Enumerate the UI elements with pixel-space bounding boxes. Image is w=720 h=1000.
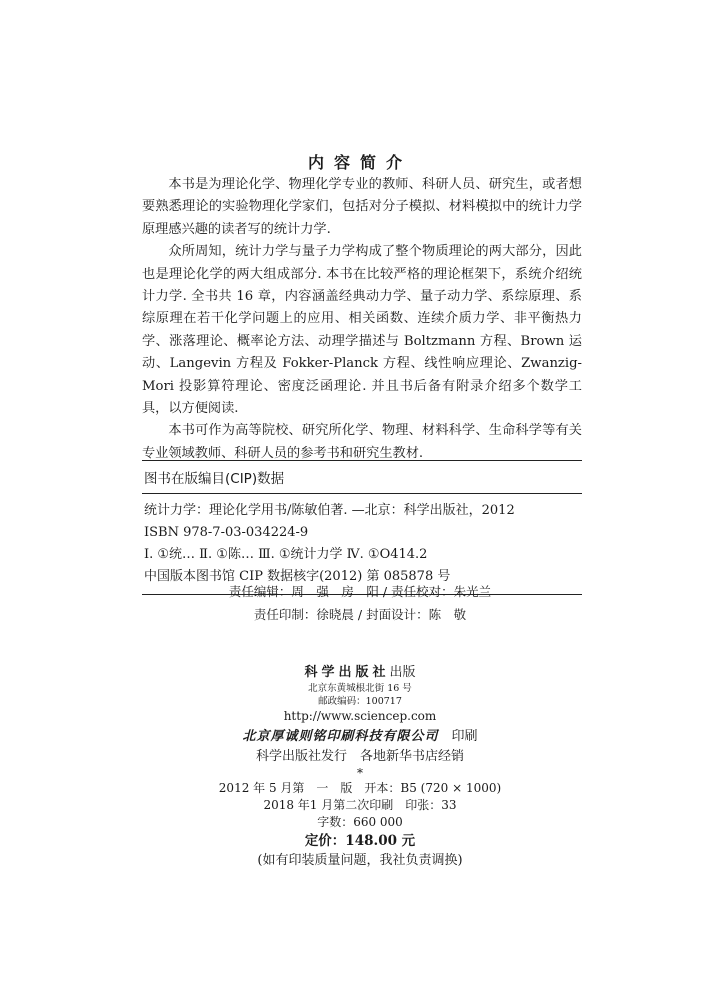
price: 定价：148.00 元 [304, 833, 416, 849]
publisher-postcode: 邮政编码：100717 [318, 696, 402, 707]
intro-paragraph-3: 本书可作为高等院校、研究所化学、物理、材料科学、生命科学等有关专业领域教师、科研人员的参考书和研究生教材. [142, 423, 582, 461]
intro-paragraph-2: 众所周知，统计力学与量子力学构成了整个物质理论的两大部分，因此也是理论化学的两大组成部分. 本书在比较严格的理论框架下，系统介绍统计力学. 全书共 16 章，内容涵盖经典动力学、量子动力学、系综原理、系综原理在若干化学问题上的应用、相关函数、连续介质力学、非平衡热力学、涨落理论、概率论方法、动理学描述与 Boltzmann 方程、Brown 运动、Langevin 方程及 Fokker-Planck 方程、线性响应理论、Zwanzig-Mori 投影算符理论、密度泛函理论. 并且书后备有附录介绍多个数学工具，以方便阅读. [142, 244, 582, 417]
publisher-suffix: 出版 [389, 665, 416, 680]
intro-paragraph-1: 本书是为理论化学、物理化学专业的教师、科研人员、研究生，或者想要熟悉理论的实验物理化学家们，包括对分子模拟、材料模拟中的统计力学原理感兴趣的读者写的统计力学. [142, 177, 582, 237]
quality-note: (如有印装质量问题，我社负责调换) [257, 853, 463, 868]
cip-heading: 图书在版编目(CIP)数据 [144, 471, 285, 487]
intro-text [142, 174, 582, 465]
separator-star: * [357, 766, 363, 780]
staff-line-production: 责任印制：徐晓晨 / 封面设计：陈 敬 [253, 607, 467, 622]
staff-credits [0, 580, 720, 626]
intro-title: 内容简介 [307, 153, 412, 172]
cip-body [142, 494, 582, 588]
printer-name: 北京厚诚则铭印刷科技有限公司 [242, 729, 439, 744]
printer-suffix: 印刷 [451, 729, 478, 744]
publisher-line [0, 664, 720, 682]
edition-line-1: 2012 年 5 月第 一 版 开本：B5 (720 × 1000) [218, 781, 502, 795]
printer-line [0, 726, 720, 747]
publisher-name: 科学出版社 [304, 665, 390, 680]
imprint-block [0, 664, 720, 870]
publisher-address: 北京东黄城根北街 16 号 [308, 683, 412, 694]
cip-block [142, 460, 582, 595]
cip-line-isbn: ISBN 978-7-03-034224-9 [144, 525, 309, 540]
cip-line-title: 统计力学：理论化学用书/陈敏伯著. —北京：科学出版社，2012 [144, 503, 515, 518]
word-count: 字数：660 000 [317, 815, 403, 829]
cip-line-cip-number: 中国版本图书馆 CIP 数据核字(2012) 第 085878 号 [144, 569, 451, 584]
edition-line-2: 2018 年1 月第二次印刷 印张：33 [263, 798, 457, 812]
staff-line-editors: 责任编辑：周 强 房 阳 / 责任校对：朱光兰 [228, 584, 492, 599]
distribution-line: 科学出版社发行 各地新华书店经销 [255, 749, 464, 764]
publisher-url: http://www.sciencep.com [283, 709, 437, 723]
cip-line-classification: Ⅰ. ①统… Ⅱ. ①陈… Ⅲ. ①统计力学 Ⅳ. ①O414.2 [144, 547, 428, 562]
